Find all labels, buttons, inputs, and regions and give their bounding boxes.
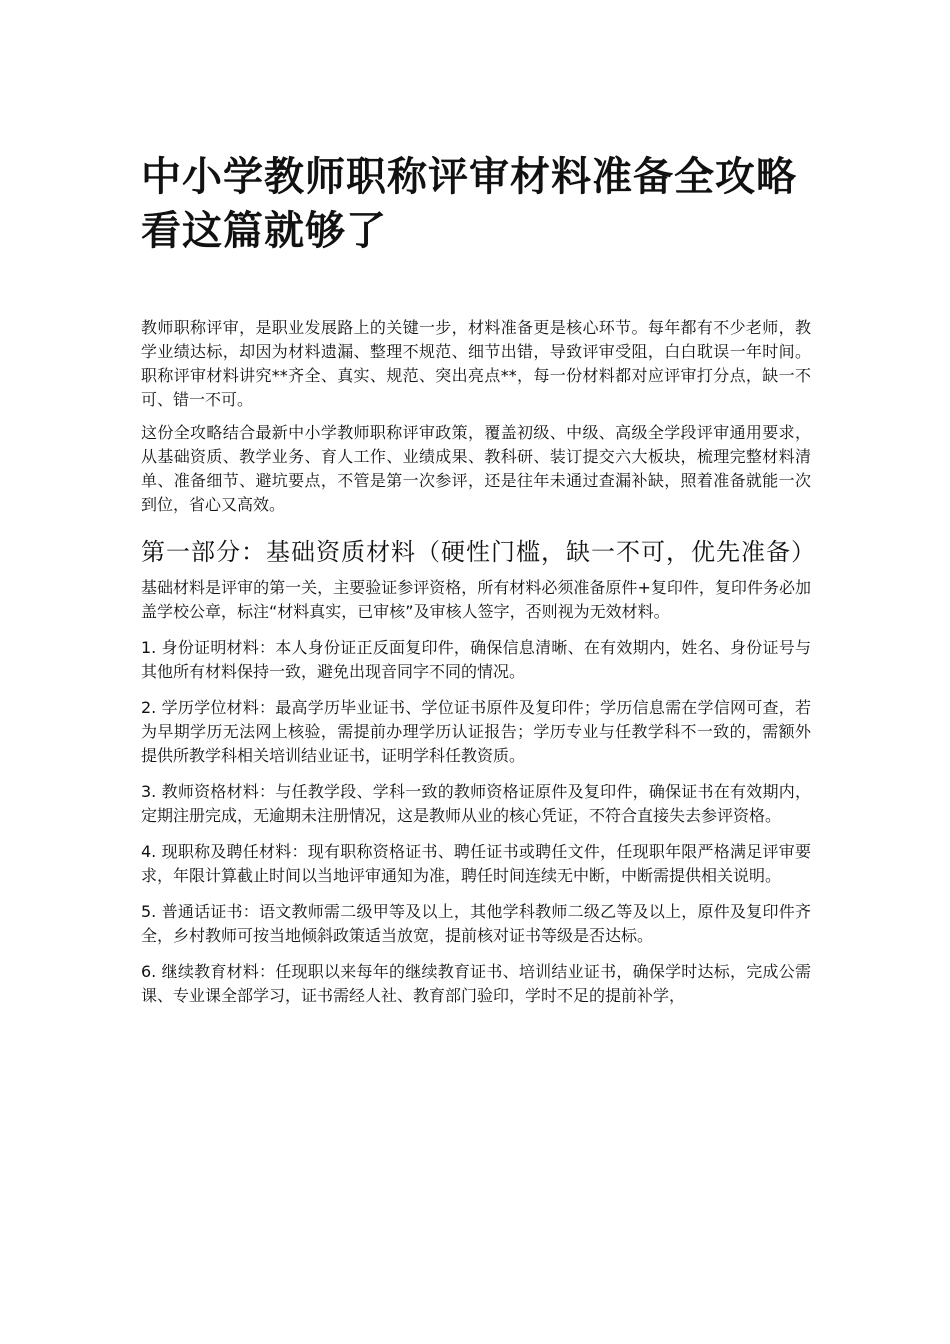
intro-paragraph: 教师职称评审，是职业发展路上的关键一步，材料准备更是核心环节。每年都有不少老师，教学业绩达标，却因为材料遗漏、整理不规范、细节出错，导致评审受阻，白白耽误一年时间。职称评审材料讲究**齐全、真实、规范、突出亮点**，每一份材料都对应评审打分点，缺一不可、错一不可。 bbox=[141, 318, 811, 409]
list-item: 5. 普通话证书：语文教师需二级甲等及以上，其他学科教师二级乙等及以上，原件及复印件齐全，乡村教师可按当地倾斜政策适当放宽，提前核对证书等级是否达标。 bbox=[141, 902, 811, 945]
list-item: 2. 学历学位材料：最高学历毕业证书、学位证书原件及复印件；学历信息需在学信网可查，若为早期学历无法网上核验，需提前办理学历认证报告；学历专业与任教学科不一致的，需额外提供所教学科相关培训结业证书，证明学科任教资质。 bbox=[141, 698, 811, 765]
document-page bbox=[141, 150, 816, 1020]
document-title: 中小学教师职称评审材料准备全攻略看这篇就够了 bbox=[141, 154, 797, 254]
list-item: 6. 继续教育材料：任现职以来每年的继续教育证书、培训结业证书，确保学时达标，完成公需课、专业课全部学习，证书需经人社、教育部门验印，学时不足的提前补学， bbox=[141, 962, 811, 1005]
list-item: 4. 现职称及聘任材料：现有职称资格证书、聘任证书或聘任文件，任现职年限严格满足评审要求，年限计算截止时间以当地评审通知为准，聘任时间连续无中断，中断需提供相关说明。 bbox=[141, 842, 811, 885]
section-lead-paragraph: 基础材料是评审的第一关，主要验证参评资格，所有材料必须准备原件+复印件，复印件务必加盖学校公章，标注“材料真实，已审核”及审核人签字，否则视为无效材料。 bbox=[141, 578, 811, 621]
list-item: 1. 身份证明材料：本人身份证正反面复印件，确保信息清晰、在有效期内，姓名、身份证号与其他所有材料保持一致，避免出现音同字不同的情况。 bbox=[141, 638, 811, 681]
list-item: 3. 教师资格材料：与任教学段、学科一致的教师资格证原件及复印件，确保证书在有效期内，定期注册完成，无逾期未注册情况，这是教师从业的核心凭证，不符合直接失去参评资格。 bbox=[141, 782, 811, 825]
section-heading: 第一部分：基础资质材料（硬性门槛，缺一不可，优先准备） bbox=[141, 538, 816, 566]
intro-paragraph: 这份全攻略结合最新中小学教师职称评审政策，覆盖初级、中级、高级全学段评审通用要求，从基础资质、教学业务、育人工作、业绩成果、教科研、装订提交六大板块，梳理完整材料清单、准备细节、避坑要点，不管是第一次参评，还是往年未通过查漏补缺，照着准备就能一次到位，省心又高效。 bbox=[141, 423, 811, 514]
